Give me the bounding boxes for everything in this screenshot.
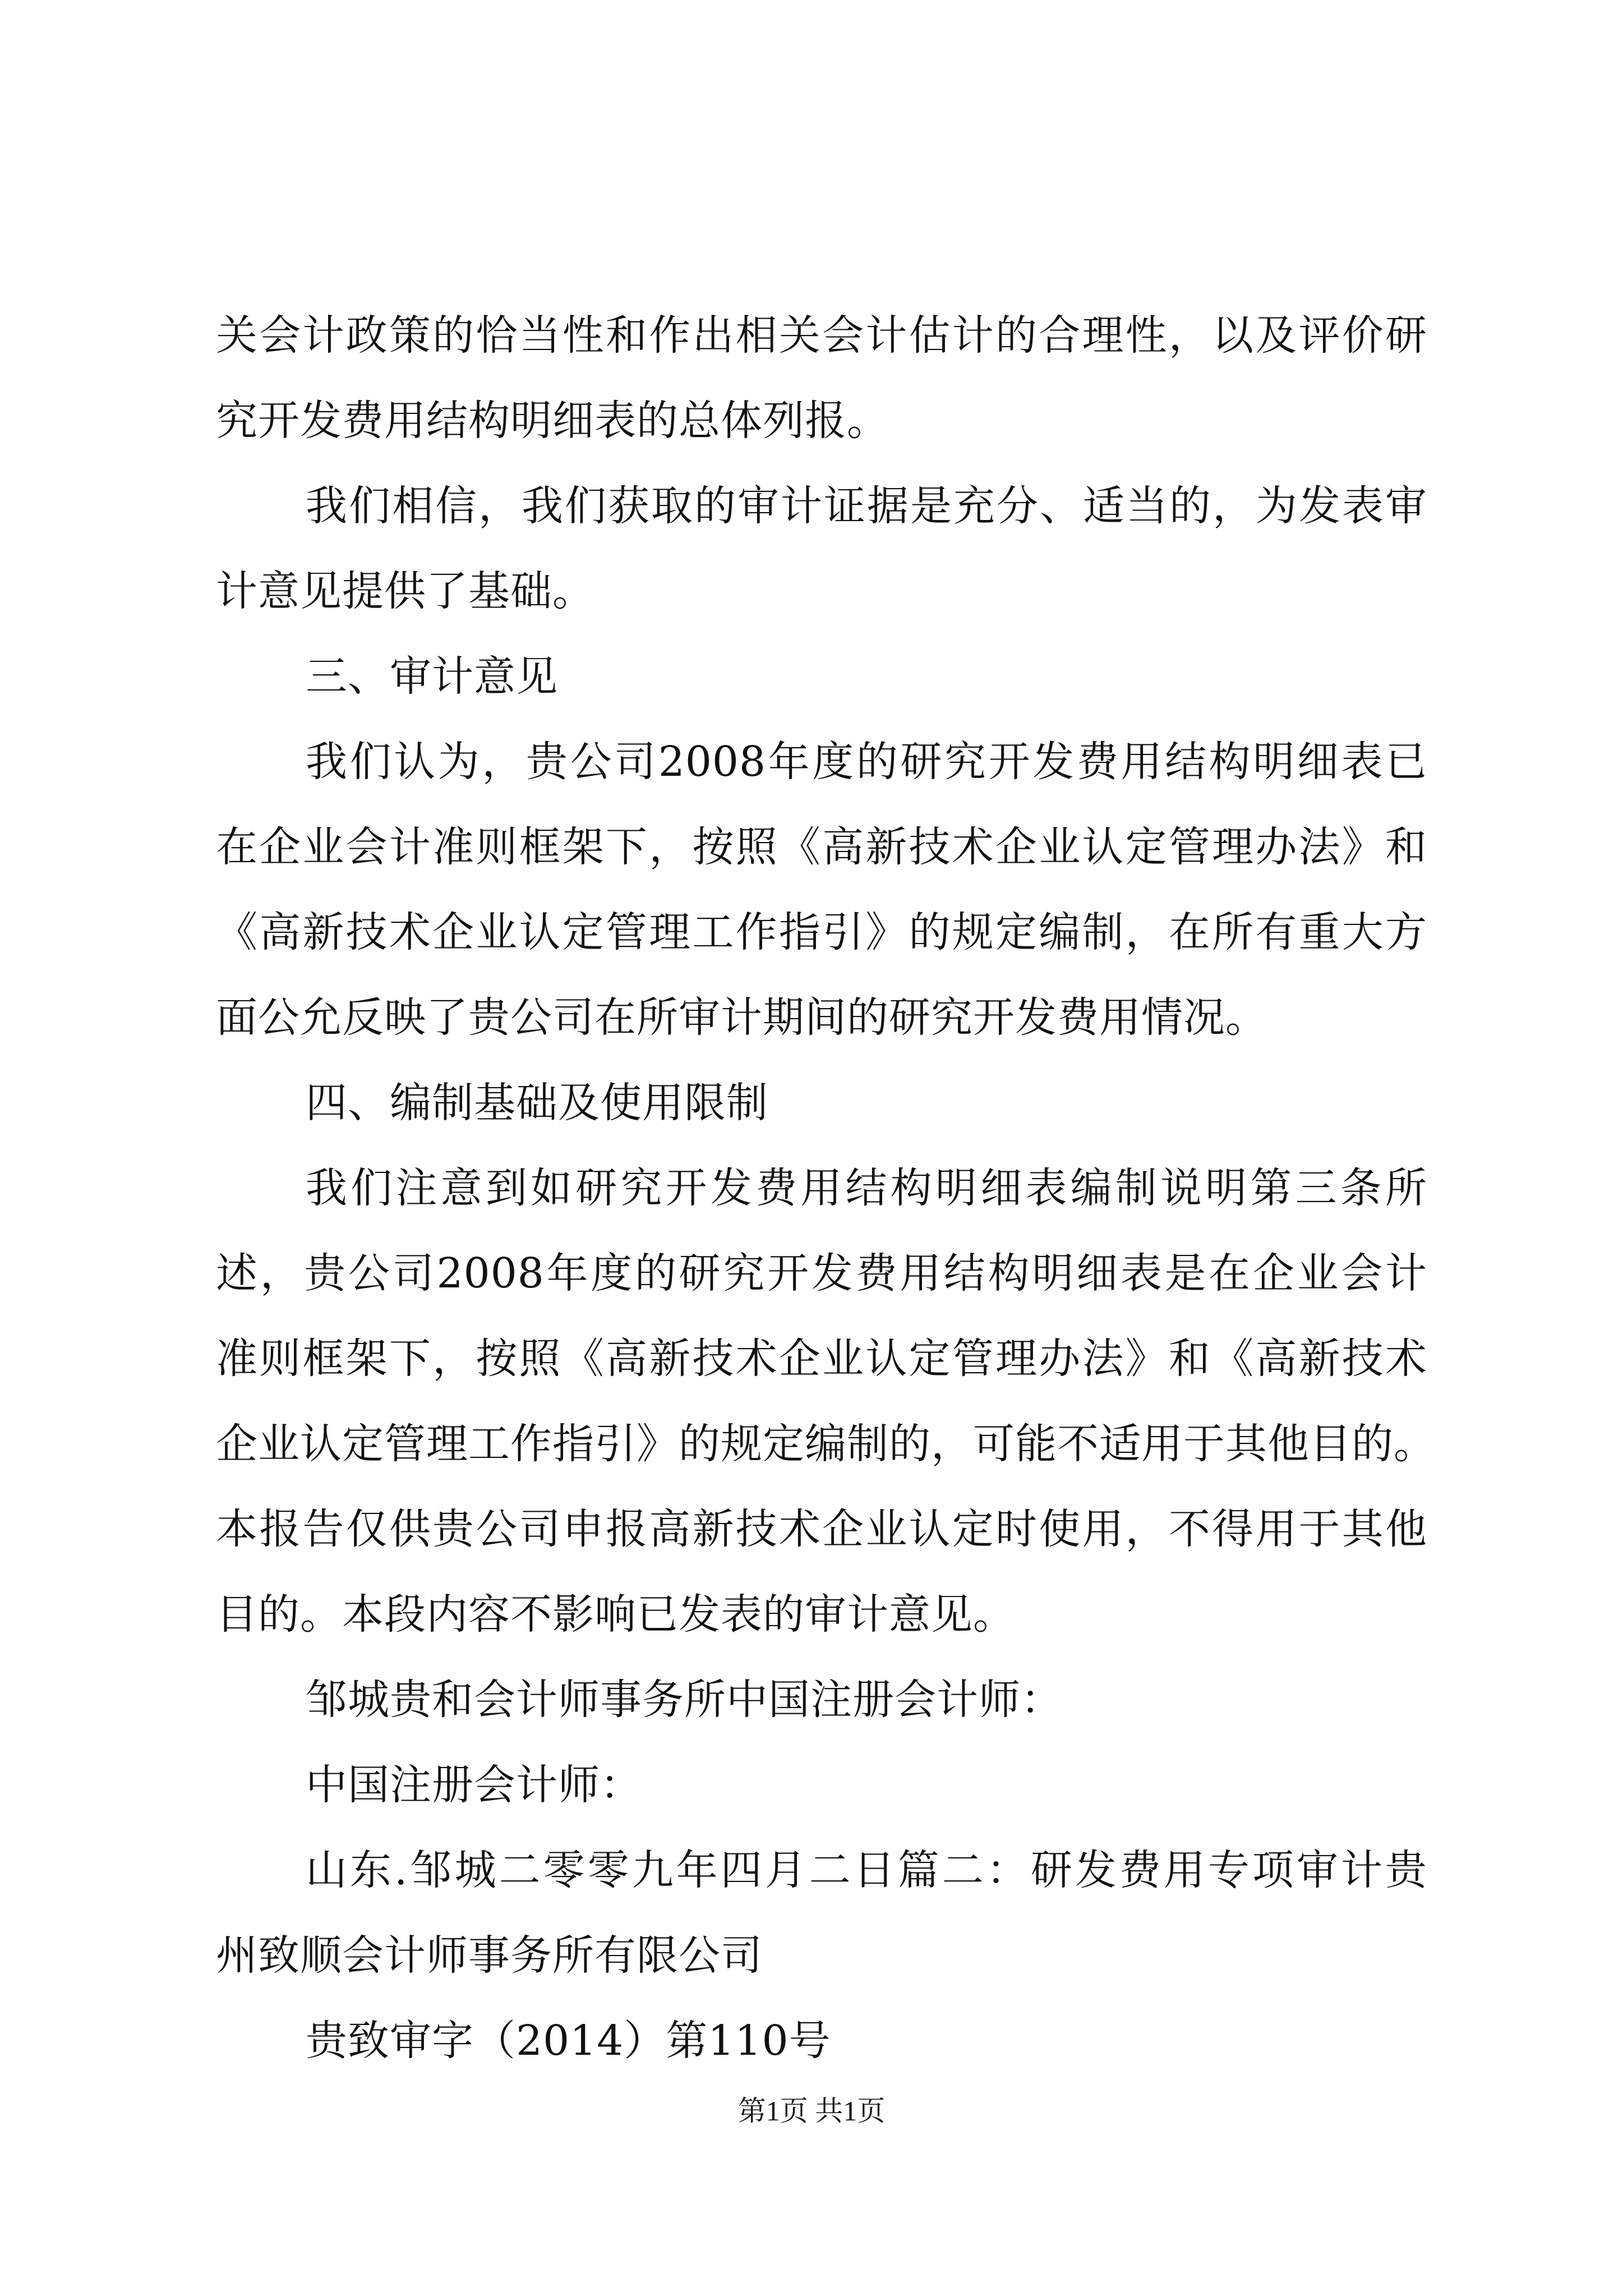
text-line-1: 关会计政策的恰当性和作出相关会计估计的合理性，以及评价研 [216,311,1427,360]
signature-accountant: 中国注册会计师： [306,1761,642,1809]
text-line-4: 计意见提供了基础。 [216,567,594,615]
text-line-15: 本报告仅供贵公司申报高新技术企业认定时使用，不得用于其他 [216,1505,1427,1553]
text-line-6: 我们认为，贵公司2008年度的研究开发费用结构明细表已 [306,738,1427,786]
text-line-3: 我们相信，我们获取的审计证据是充分、适当的，为发表审 [306,482,1427,530]
section-heading-3: 三、审计意见 [306,652,558,701]
text-line-19: 山东.邹城二零零九年四月二日篇二：研发费用专项审计贵 [306,1846,1427,1894]
text-line-16: 目的。本段内容不影响已发表的审计意见。 [216,1590,1015,1639]
text-line-7: 在企业会计准则框架下，按照《高新技术企业认定管理办法》和 [216,823,1427,871]
text-line-2: 究开发费用结构明细表的总体列报。 [216,397,889,445]
text-line-20: 州致顺会计师事务所有限公司 [216,1931,763,1980]
page-footer: 第1页 共1页 [737,2095,886,2127]
text-line-11: 我们注意到如研究开发费用结构明细表编制说明第三条所 [306,1164,1427,1212]
text-line-9: 面公允反映了贵公司在所审计期间的研究开发费用情况。 [216,993,1267,1042]
text-line-13: 准则框架下，按照《高新技术企业认定管理办法》和《高新技术 [216,1335,1427,1383]
text-line-8: 《高新技术企业认定管理工作指引》的规定编制，在所有重大方 [216,908,1427,956]
signature-firm: 邹城贵和会计师事务所中国注册会计师： [306,1676,1063,1724]
document-number: 贵致审字（2014）第110号 [306,2017,831,2065]
section-heading-4: 四、编制基础及使用限制 [306,1079,768,1127]
text-line-14: 企业认定管理工作指引》的规定编制的，可能不适用于其他目的。 [216,1420,1436,1468]
text-line-12: 述，贵公司2008年度的研究开发费用结构明细表是在企业会计 [216,1249,1427,1297]
